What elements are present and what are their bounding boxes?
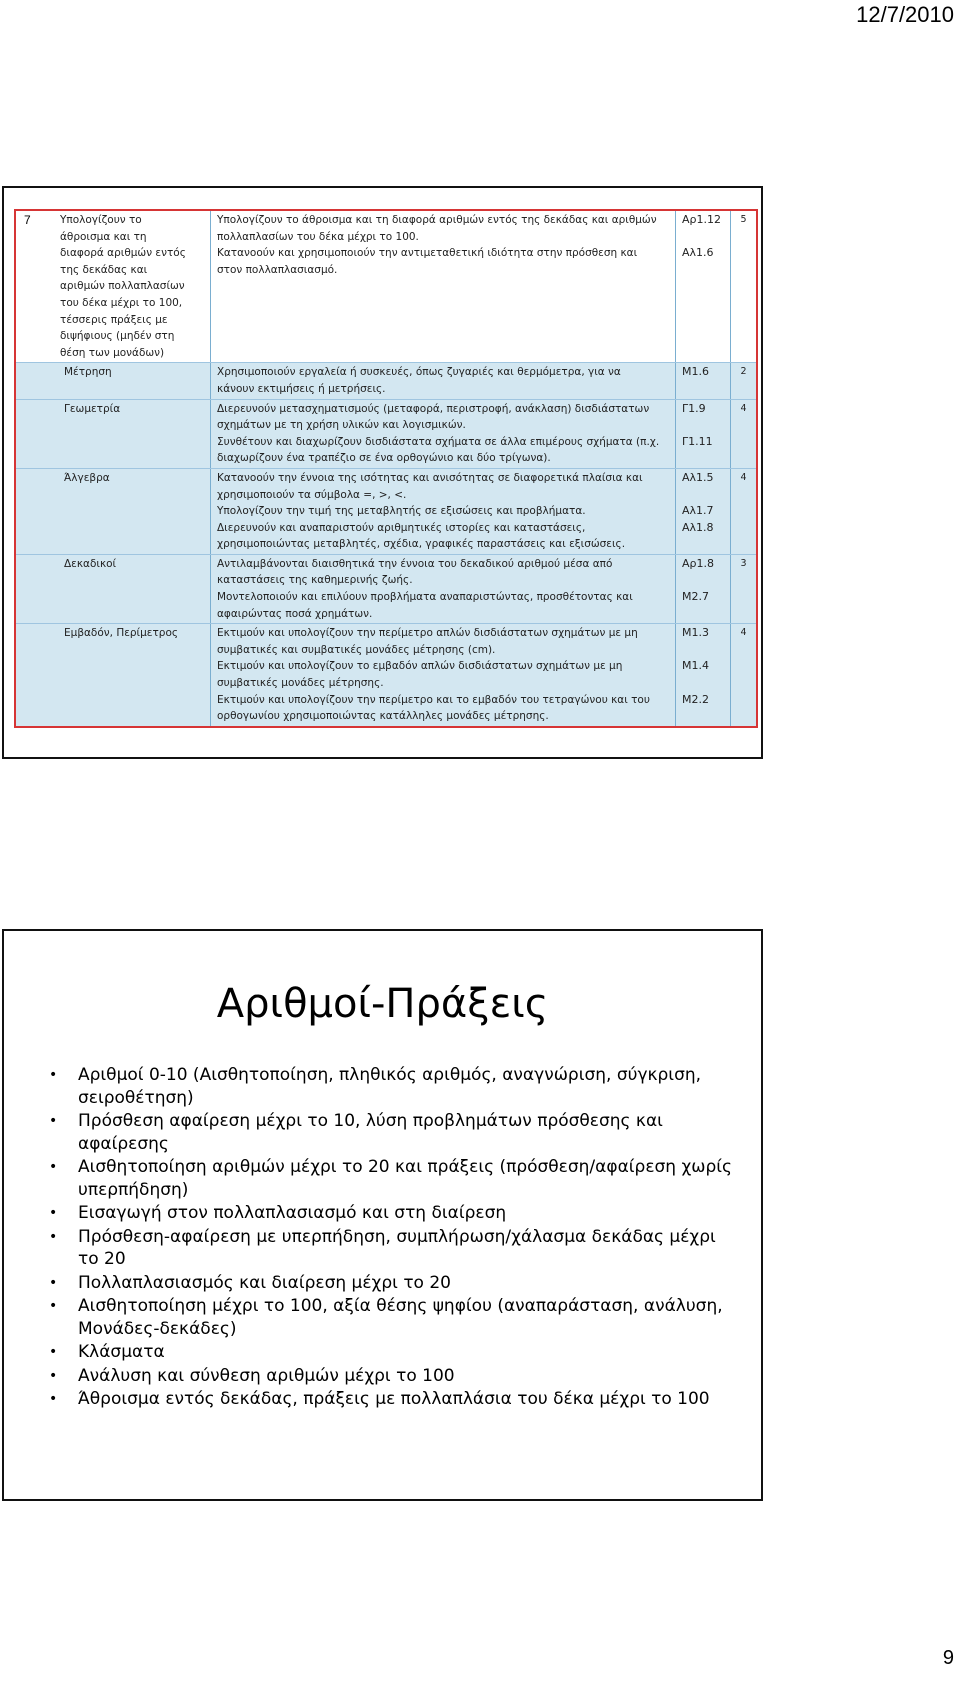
bullet-item bbox=[44, 1202, 734, 1225]
bullet-dot-icon: • bbox=[49, 1391, 58, 1407]
objective-line: Διερευνούν μετασχηματισμούς (μεταφορά, περιστροφή, ανάκλαση) δισδιάστατων bbox=[217, 402, 650, 415]
code-line: Αλ1.8 bbox=[682, 520, 714, 534]
code-line bbox=[682, 417, 724, 434]
code-line: Μ1.4 bbox=[682, 659, 709, 673]
bullet-text: Αισθητοποίηση μέχρι το 100, αξία θέσης ψηφίου (αναπαράσταση, ανάλυση, Μονάδες-δεκάδες) bbox=[78, 1296, 723, 1339]
bullet-text: Πρόσθεση-αφαίρεση με υπερπήδηση, συμπλήρωση/χάλασμα δεκάδας μέχρι το 20 bbox=[78, 1226, 716, 1269]
bullet-text: Κλάσματα bbox=[78, 1342, 165, 1362]
code-line bbox=[682, 229, 724, 246]
objective-line: Αντιλαμβάνονται διαισθητικά την έννοια του δεκαδικού αριθμού μέσα από bbox=[217, 557, 613, 570]
objective-line: καταστάσεις της καθημερινής ζωής. bbox=[217, 574, 413, 587]
objective-line: πολλαπλασίων του δέκα μέχρι το 100. bbox=[217, 230, 419, 243]
slide-title: Αριθμοί-Πράξεις bbox=[216, 981, 549, 1027]
bullet-text: Άθροισμα εντός δεκάδας, πράξεις με πολλαπλάσια του δέκα μέχρι το 100 bbox=[78, 1389, 710, 1409]
code-line: Αλ1.7 bbox=[682, 504, 714, 518]
bullet-text: Πρόσθεση αφαίρεση μέχρι το 10, λύση προβλημάτων πρόσθεσης και αφαίρεσης bbox=[78, 1111, 663, 1154]
hours-cell: 4 bbox=[740, 471, 747, 483]
objective-line: κάνουν εκτιμήσεις ή μετρήσεις. bbox=[217, 382, 386, 395]
bullet-list bbox=[44, 1064, 734, 1412]
code-line: Μ2.7 bbox=[682, 590, 709, 604]
topic-line: Άλγεβρα bbox=[64, 471, 110, 484]
objectives-cell bbox=[211, 555, 676, 623]
objective-line: Υπολογίζουν το άθροισμα και τη διαφορά αριθμών εντός της δεκάδας και αριθμών bbox=[217, 214, 657, 226]
table-row bbox=[16, 362, 756, 398]
topic-line: Εμβαδόν, Περίμετρος bbox=[64, 627, 179, 640]
hours-cell: 4 bbox=[740, 627, 747, 639]
code-line bbox=[682, 487, 724, 504]
topic-line: Υπολογίζουν το bbox=[60, 214, 142, 226]
table-row bbox=[16, 554, 756, 623]
topic-line: Δεκαδικοί bbox=[64, 557, 117, 570]
objective-line: Εκτιμούν και υπολογίζουν την περίμετρο και το εμβαδόν του τετραγώνου και του bbox=[217, 693, 650, 706]
bullet-dot-icon: • bbox=[49, 1205, 58, 1221]
slide-numbers-operations bbox=[2, 929, 763, 1501]
slide-curriculum-table bbox=[2, 186, 763, 759]
topic-line: Μέτρηση bbox=[64, 366, 112, 379]
code-line: Αρ1.12 bbox=[682, 213, 721, 226]
code-line: Γ1.11 bbox=[682, 434, 713, 448]
topic-cell bbox=[16, 400, 211, 468]
hours-cell: 2 bbox=[740, 366, 747, 378]
bullet-item bbox=[44, 1064, 734, 1109]
topic-cell bbox=[16, 624, 211, 726]
objective-line: Υπολογίζουν την τιμή της μεταβλητής σε εξισώσεις και προβλήματα. bbox=[217, 505, 586, 518]
topic-cell bbox=[16, 363, 211, 398]
objective-line: στον πολλαπλασιασμό. bbox=[217, 263, 338, 276]
bullet-text: Αριθμοί 0-10 (Αισθητοποίηση, πληθικός αριθμός, αναγνώριση, σύγκριση, σειροθέτηση) bbox=[78, 1065, 702, 1108]
code-cell bbox=[676, 555, 731, 623]
objective-line: Κατανοούν την έννοια της ισότητας και ανισότητας σε διαφορετικά πλαίσια και bbox=[217, 471, 643, 484]
table-row bbox=[16, 211, 756, 362]
objective-line: Εκτιμούν και υπολογίζουν την περίμετρο απλών δισδιάστατων σχημάτων με μη bbox=[217, 627, 638, 640]
objective-line: Συνθέτουν και διαχωρίζουν δισδιάστατα σχήματα σε άλλα επιμέρους σχήματα (π.χ. bbox=[217, 435, 660, 448]
code-cell bbox=[676, 400, 731, 468]
topic-line: θέση των μονάδων) bbox=[60, 346, 165, 359]
objective-line: Μοντελοποιούν και επιλύουν προβλήματα αναπαριστώντας, προσθέτοντας και bbox=[217, 591, 633, 604]
objective-line: αφαιρώντας ποσά χρημάτων. bbox=[217, 607, 373, 620]
code-cell bbox=[676, 624, 731, 726]
code-line: Μ1.6 bbox=[682, 365, 709, 379]
bullet-dot-icon: • bbox=[49, 1298, 58, 1314]
objective-line: Κατανοούν και χρησιμοποιούν την αντιμεταθετική ιδιότητα στην πρόσθεση και bbox=[217, 247, 638, 260]
bullet-dot-icon: • bbox=[49, 1367, 58, 1384]
hours-cell: 5 bbox=[740, 214, 747, 225]
topic-line: αριθμών πολλαπλασίων bbox=[60, 280, 185, 293]
code-cell bbox=[676, 363, 731, 398]
bullet-dot-icon: • bbox=[49, 1159, 58, 1175]
objective-line: Εκτιμούν και υπολογίζουν το εμβαδόν απλών δισδιάστατων σχημάτων με μη bbox=[217, 660, 623, 673]
objectives-cell bbox=[211, 469, 676, 554]
objective-line: χρησιμοποιούν τα σύμβολα =, >, <. bbox=[217, 488, 407, 501]
objectives-cell bbox=[211, 211, 676, 362]
objectives-cell bbox=[211, 624, 676, 726]
bullet-text: Ανάλυση και σύνθεση αριθμών μέχρι το 100 bbox=[78, 1365, 455, 1386]
objective-line: διαχωρίζουν ένα τραπέζιο σε ένα ορθογώνιο και δύο τρίγωνα). bbox=[217, 452, 551, 465]
objective-line: Διερευνούν και αναπαριστούν αριθμητικές ιστορίες και καταστάσεις, bbox=[217, 521, 586, 534]
objective-line: συμβατικές μονάδες μέτρησης. bbox=[217, 677, 384, 690]
bullet-text: Εισαγωγή στον πολλαπλασιασμό και στη διαίρεση bbox=[78, 1203, 507, 1223]
code-line: Αλ1.5 bbox=[682, 470, 714, 484]
code-line: Μ1.3 bbox=[682, 626, 709, 640]
objective-line: σχημάτων με τη χρήση υλικών και λογισμικών. bbox=[217, 419, 466, 432]
bullet-dot-icon: • bbox=[49, 1067, 58, 1083]
bullet-item bbox=[44, 1365, 734, 1388]
topic-line: άθροισμα και τη bbox=[60, 230, 147, 243]
curriculum-table bbox=[14, 209, 758, 728]
code-line bbox=[682, 572, 724, 589]
bullet-item bbox=[44, 1110, 734, 1155]
code-cell bbox=[676, 211, 731, 362]
bullet-text: Αισθητοποίηση αριθμών μέχρι το 20 και πράξεις (πρόσθεση/αφαίρεση χωρίς υπερπήδηση) bbox=[78, 1157, 733, 1200]
table-row bbox=[16, 623, 756, 726]
objective-line: συμβατικές και συμβατικές μονάδες μέτρησης (cm). bbox=[217, 643, 496, 656]
bullet-dot-icon: • bbox=[49, 1228, 58, 1245]
bullet-item bbox=[44, 1295, 734, 1340]
bullet-item bbox=[44, 1226, 734, 1271]
code-line: Μ2.2 bbox=[682, 692, 709, 706]
topic-cell bbox=[16, 555, 211, 623]
row-number: 7 bbox=[24, 213, 31, 227]
code-cell bbox=[676, 469, 731, 554]
table-row bbox=[16, 399, 756, 468]
topic-line: τέσσερις πράξεις με bbox=[60, 313, 168, 326]
table-row bbox=[16, 468, 756, 554]
objectives-cell bbox=[211, 363, 676, 398]
topic-line: Γεωμετρία bbox=[64, 402, 121, 415]
code-line bbox=[682, 642, 724, 659]
bullet-item bbox=[44, 1156, 734, 1201]
topic-line: της δεκάδας και bbox=[60, 263, 148, 276]
code-line: Γ1.9 bbox=[682, 401, 706, 415]
bullet-item bbox=[44, 1388, 734, 1411]
code-line: Αλ1.6 bbox=[682, 246, 714, 260]
bullet-dot-icon: • bbox=[49, 1113, 58, 1129]
topic-line: διψήφιους (μηδέν στη bbox=[60, 330, 175, 343]
bullet-dot-icon: • bbox=[49, 1344, 58, 1360]
bullet-item bbox=[44, 1341, 734, 1364]
objective-line: χρησιμοποιώντας μεταβλητές, σχέδια, γραφικές παραστάσεις και εξισώσεις. bbox=[217, 538, 626, 551]
bullet-item bbox=[44, 1272, 734, 1295]
bullet-text: Πολλαπλασιασμός και διαίρεση μέχρι το 20 bbox=[78, 1272, 451, 1293]
objectives-cell bbox=[211, 400, 676, 468]
code-line bbox=[682, 675, 724, 692]
topic-line: του δέκα μέχρι το 100, bbox=[60, 296, 183, 309]
objective-line: ορθογωνίου χρησιμοποιώντας κατάλληλες μονάδες μέτρησης. bbox=[217, 710, 549, 723]
code-line: Αρ1.8 bbox=[682, 556, 715, 570]
page-date: 12/7/2010 bbox=[856, 2, 954, 27]
topic-cell bbox=[16, 469, 211, 554]
topic-line: διαφορά αριθμών εντός bbox=[60, 247, 186, 260]
objective-line: Χρησιμοποιούν εργαλεία ή συσκευές, όπως ζυγαριές και θερμόμετρα, για να bbox=[217, 366, 621, 379]
hours-cell: 3 bbox=[740, 557, 747, 569]
page-number: 9 bbox=[942, 1647, 954, 1669]
bullet-dot-icon: • bbox=[49, 1274, 58, 1291]
hours-cell: 4 bbox=[740, 402, 747, 414]
topic-cell bbox=[56, 211, 211, 362]
